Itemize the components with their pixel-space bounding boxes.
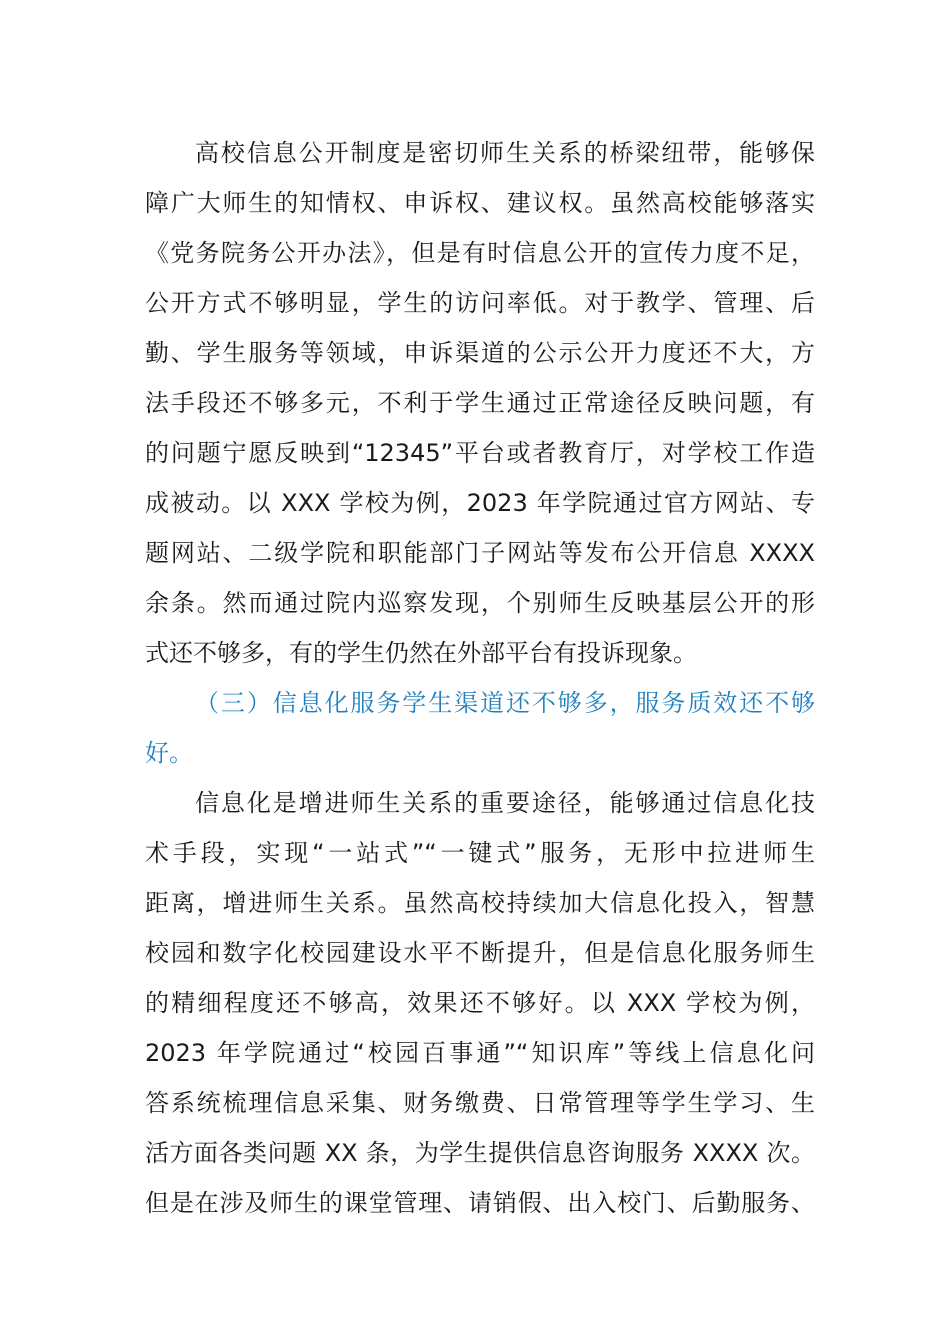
section-heading-3 xyxy=(145,678,815,778)
paragraph-line: 2023 年学院通过“校园百事通”“知识库”等线上信息化问 xyxy=(145,1039,815,1067)
paragraph-line: 余条。然而通过院内巡察发现，个别师生反映基层公开的形 xyxy=(145,589,815,617)
paragraph-line: 术手段，实现“一站式”“一键式”服务，无形中拉进师生 xyxy=(145,839,815,867)
paragraph-line: 《党务院务公开办法》，但是有时信息公开的宣传力度不足， xyxy=(145,239,815,267)
paragraph-informatization xyxy=(145,778,815,1228)
paragraph-line: 活方面各类问题 XX 条，为学生提供信息咨询服务 XXXX 次。 xyxy=(145,1139,815,1167)
paragraph-line: 公开方式不够明显，学生的访问率低。对于教学、管理、后 xyxy=(145,289,815,317)
heading-line: 好。 xyxy=(145,739,193,767)
paragraph-line: 距离，增进师生关系。虽然高校持续加大信息化投入，智慧 xyxy=(145,889,815,917)
paragraph-line: 但是在涉及师生的课堂管理、请销假、出入校门、后勤服务、 xyxy=(145,1189,815,1217)
paragraph-line: 成被动。以 XXX 学校为例，2023 年学院通过官方网站、专 xyxy=(145,489,815,517)
paragraph-line: 校园和数字化校园建设水平不断提升，但是信息化服务师生 xyxy=(145,939,815,967)
paragraph-line: 勤、学生服务等领域，申诉渠道的公示公开力度还不大，方 xyxy=(145,339,815,367)
paragraph-line: 障广大师生的知情权、申诉权、建议权。虽然高校能够落实 xyxy=(145,189,815,217)
paragraph-line: 的问题宁愿反映到“12345”平台或者教育厅，对学校工作造 xyxy=(145,439,815,467)
document-body xyxy=(145,128,815,1228)
paragraph-line: 的精细程度还不够高，效果还不够好。以 XXX 学校为例， xyxy=(145,989,815,1017)
paragraph-line: 式还不够多，有的学生仍然在外部平台有投诉现象。 xyxy=(145,639,697,667)
paragraph-line: 信息化是增进师生关系的重要途径，能够通过信息化技 xyxy=(195,789,815,817)
heading-line: （三）信息化服务学生渠道还不够多，服务质效还不够 xyxy=(195,689,815,717)
paragraph-line: 高校信息公开制度是密切师生关系的桥梁纽带，能够保 xyxy=(195,139,815,167)
paragraph-line: 答系统梳理信息采集、财务缴费、日常管理等学生学习、生 xyxy=(145,1089,815,1117)
paragraph-line: 法手段还不够多元，不利于学生通过正常途径反映问题，有 xyxy=(145,389,815,417)
paragraph-line: 题网站、二级学院和职能部门子网站等发布公开信息 XXXX xyxy=(145,539,815,567)
paragraph-info-disclosure xyxy=(145,128,815,678)
